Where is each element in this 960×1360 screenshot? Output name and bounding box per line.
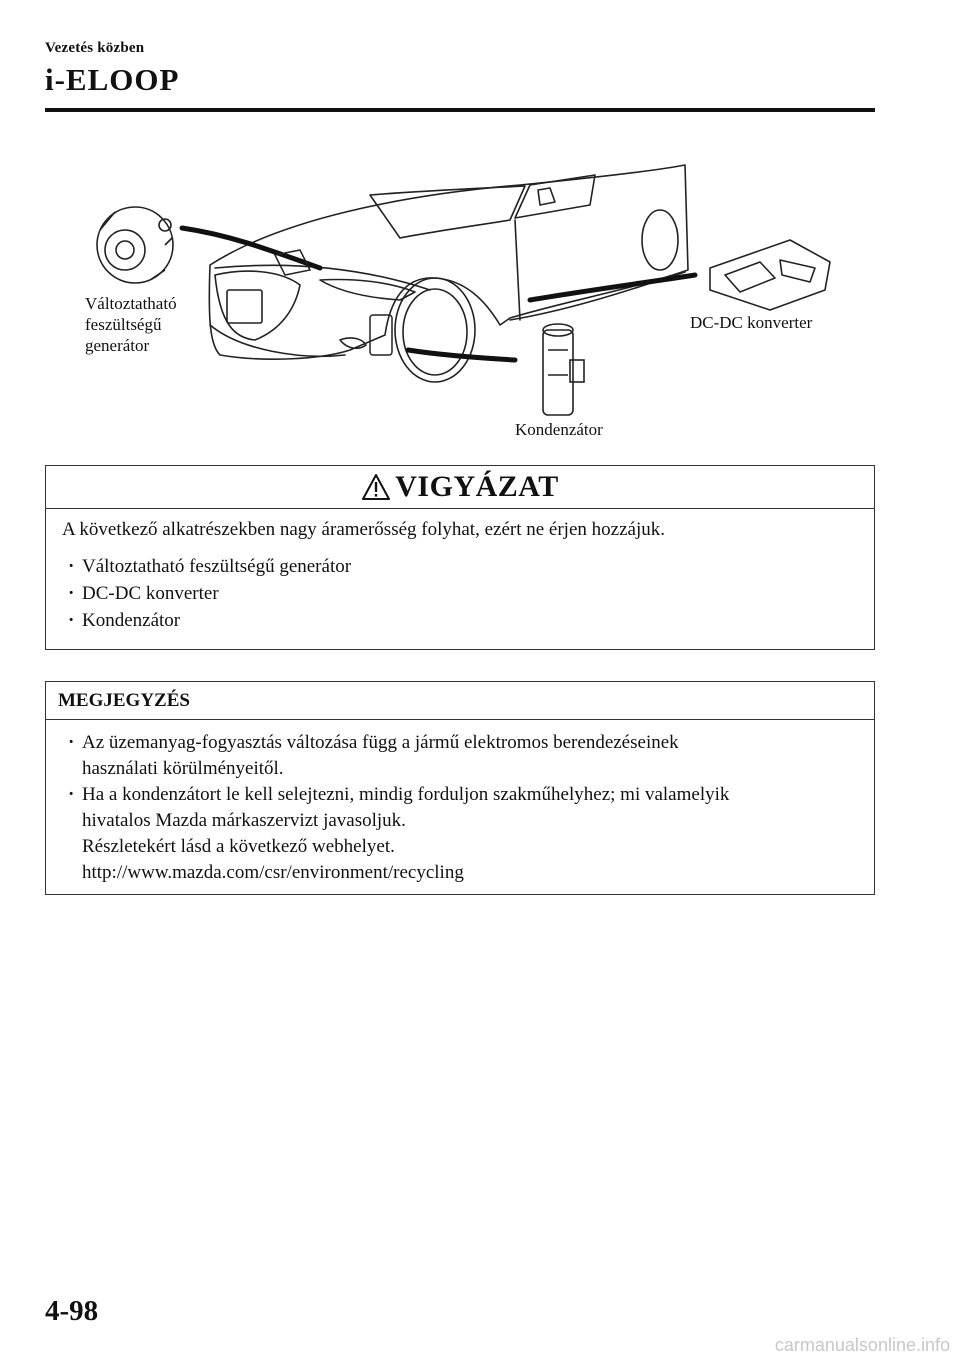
warning-triangle-icon — [361, 473, 391, 501]
car-side-window — [515, 175, 595, 218]
page-title: i-ELOOP — [45, 62, 180, 97]
capacitor-drawing — [543, 324, 584, 415]
car-front-wheel-inner — [403, 289, 467, 375]
caution-list — [62, 553, 858, 634]
caution-box — [45, 465, 875, 650]
dcdc-leader-line — [530, 275, 695, 300]
dcdc-converter-drawing — [710, 240, 830, 310]
car-bumper — [210, 325, 345, 356]
car-door-line — [515, 220, 520, 320]
note-box — [45, 681, 875, 895]
list-item: · Kondenzátor — [62, 607, 858, 634]
note-list — [62, 730, 858, 756]
list-item: · Változtatható feszültségű generátor — [62, 553, 858, 580]
car-front-wheel — [395, 278, 475, 382]
recycling-url: http://www.mazda.com/csr/environment/recycling — [82, 862, 464, 883]
note-item-capacitor-disposal: · Ha a kondenzátort le kell selejtezni, mindig forduljon szakműhelyhez; mi valamelyik — [62, 782, 858, 808]
note-text-line: Részletekért lásd a következő webhelyet. — [82, 836, 395, 857]
title-divider — [45, 108, 875, 112]
car-mirror — [538, 188, 555, 205]
section-label: Vezetés közben — [45, 40, 145, 56]
caution-title: VIGYÁZAT — [395, 470, 559, 503]
capacitor-label: Kondenzátor — [515, 420, 603, 439]
note-text-line: használati körülményeitől. — [82, 758, 284, 779]
car-headlight — [320, 280, 415, 301]
note-text-line: hivatalos Mazda márkaszervizt javasoljuk. — [82, 810, 406, 831]
caution-header — [46, 466, 874, 509]
page-number: 4-98 — [45, 1295, 99, 1327]
car-fog-light — [340, 338, 366, 348]
car-rear-wheel — [642, 210, 678, 270]
generator-drawing — [97, 207, 173, 283]
i-eloop-component-illustration — [70, 150, 870, 450]
caution-intro: A következő alkatrészekben nagy áramerősség folyhat, ezért ne érjen hozzájuk. — [62, 519, 665, 540]
note-list — [62, 782, 858, 808]
list-item: · DC-DC konverter — [62, 580, 858, 607]
car-body-outline — [209, 165, 688, 359]
note-title: MEGJEGYZÉS — [46, 682, 874, 720]
dcdc-converter-label: DC-DC konverter — [690, 313, 813, 332]
note-body — [46, 720, 874, 896]
generator-label: Változtatható feszültségű generátor — [85, 294, 177, 355]
car-windshield — [370, 186, 525, 238]
caution-body — [46, 509, 874, 644]
watermark: carmanualsonline.info — [774, 1335, 950, 1355]
car-license-plate — [227, 290, 262, 323]
generator-leader-line — [182, 228, 320, 268]
note-item-fuel-consumption: · Az üzemanyag-fogyasztás változása függ a jármű elektromos berendezéseinek — [62, 730, 858, 756]
capacitor-leader-line — [408, 350, 515, 360]
